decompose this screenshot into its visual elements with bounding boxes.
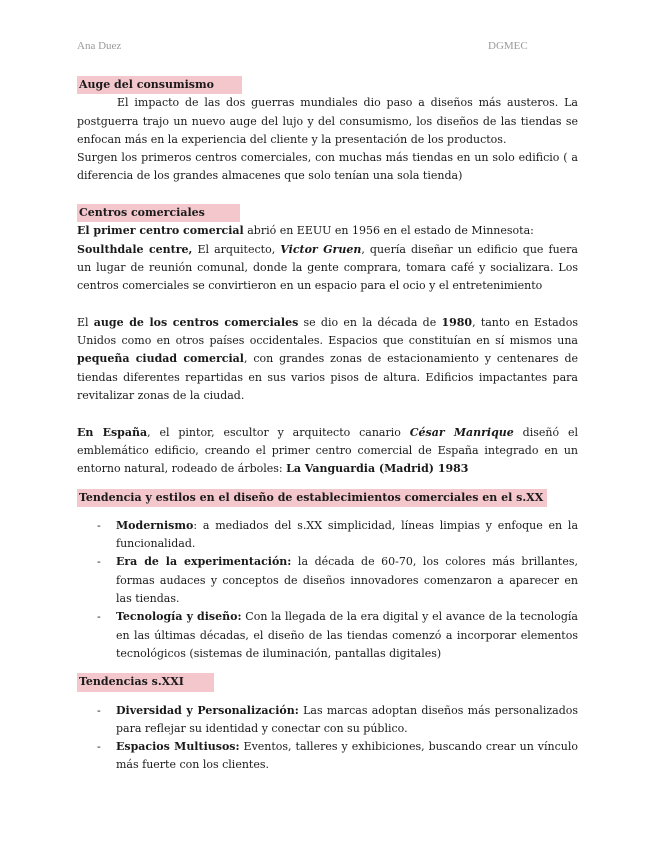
- heading-centros-comerciales: Centros comerciales: [77, 204, 240, 222]
- list-item: - Tecnología y diseño: Con la llegada de la era digital y el avance de la tecnología en las últimas décadas, el diseño de las tiendas comenzó a incorporar elementos tecnológicos (sistemas de iluminación, pantallas digitales): [77, 608, 578, 663]
- paragraph: Surgen los primeros centros comerciales, con muchas más tiendas en un solo edificio ( a diferencia de los grandes almacenes que solo tenían una sola tienda): [77, 151, 578, 183]
- heading-auge-consumismo: Auge del consumismo: [77, 76, 242, 94]
- paragraph: El primer centro comercial abrió en EEUU en 1956 en el estado de Minnesota:: [77, 224, 534, 238]
- header-author: Ana Duez: [77, 40, 122, 52]
- list-item: - Espacios Multiusos: Eventos, talleres y exhibiciones, buscando crear un vínculo más fuerte con los clientes.: [77, 738, 578, 775]
- list-item: - Era de la experimentación: la década de 60-70, los colores más brillantes, formas audaces y conceptos de diseños innovadores comenzaron a aparecer en las tiendas.: [77, 553, 578, 608]
- heading-tendencias-xxi: Tendencias s.XXI: [77, 673, 214, 691]
- paragraph: Soulthdale centre, El arquitecto, Victor Gruen, quería diseñar un edificio que fuera un lugar de reunión comunal, donde la gente comprara, tomara café y socializara. Los centros comerciales se convirtieron en un espacio para el ocio y el entretenimiento: [77, 242, 578, 293]
- paragraph: En España, el pintor, escultor y arquitecto canario César Manrique diseñó el emblemático edificio, creando el primer centro comercial de España integrado en un entorno natural, rodeado de árboles: La Vanguardia (Madrid) 1983: [77, 425, 578, 476]
- header-course: DGMEC: [488, 40, 528, 52]
- page-header: [77, 40, 578, 54]
- list-item: - Diversidad y Personalización: Las marcas adoptan diseños más personalizados para reflejar su identidad y conectar con su público.: [77, 702, 578, 739]
- paragraph: El impacto de las dos guerras mundiales dio paso a diseños más austeros. La postguerra trajo un nuevo auge del lujo y del consumismo, los diseños de las tiendas se enfocan más en la experiencia del cliente y la presentación de los productos.: [77, 96, 578, 146]
- paragraph: El auge de los centros comerciales se dio en la década de 1980, tanto en Estados Unidos como en otros países occidentales. Espacios que constituían en sí mismos una pequeña ciudad comercial, con grandes zonas de estacionamiento y centenares de tiendas diferentes repartidas en sus varios pisos de altura. Edificios impactantes para revitalizar zonas de la ciudad.: [77, 315, 578, 403]
- list-item: - Modernismo: a mediados del s.XX simplicidad, líneas limpias y enfoque en la funcionalidad.: [77, 517, 578, 554]
- heading-tendencia-estilos: Tendencia y estilos en el diseño de establecimientos comerciales en el s.XX: [77, 489, 547, 507]
- document-body: [77, 76, 578, 775]
- list-tendencias-xx: [77, 517, 578, 663]
- list-tendencias-xxi: [77, 702, 578, 775]
